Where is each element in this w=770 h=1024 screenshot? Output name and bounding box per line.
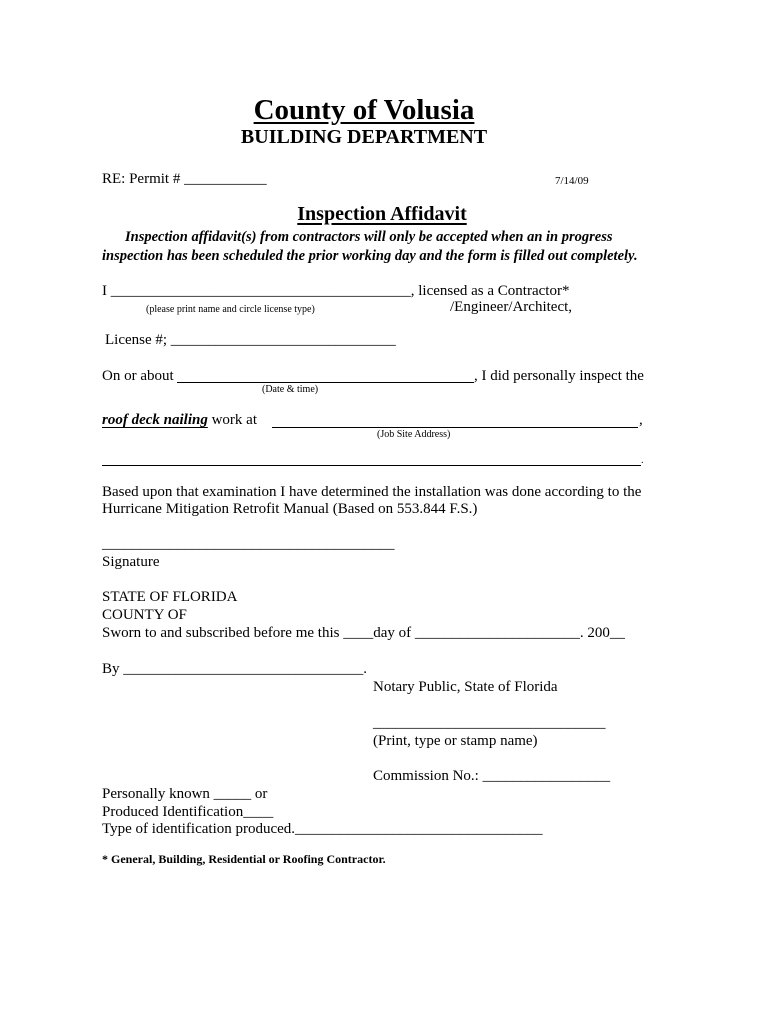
- date-time-hint: (Date & time): [262, 384, 319, 395]
- county-title: County of Volusia: [253, 94, 475, 126]
- commission-line: Commission No.: _________________: [373, 768, 611, 784]
- license-line: License #; ______________________________: [105, 332, 396, 348]
- on-or-about-label: On or about: [102, 368, 174, 384]
- county-label: COUNTY OF: [102, 607, 187, 623]
- permit-line: RE: Permit # ___________: [102, 171, 267, 187]
- footnote: * General, Building, Residential or Roofing Contractor.: [102, 852, 386, 866]
- notice-line-2: inspection has been scheduled the prior working day and the form is filled out completely.: [102, 248, 638, 264]
- examination-line-2: Hurricane Mitigation Retrofit Manual (Based on 553.844 F.S.): [102, 501, 478, 517]
- work-comma: ,: [639, 412, 643, 428]
- id-type-line: Type of identification produced._________________________________: [102, 821, 543, 837]
- department-title: BUILDING DEPARTMENT: [240, 126, 488, 148]
- signature-label: Signature: [102, 554, 160, 570]
- signature-blank: _______________________________________: [102, 536, 395, 552]
- personally-known-line: Personally known _____ or: [102, 786, 268, 802]
- license-types: /Engineer/Architect,: [450, 299, 573, 315]
- form-title: Inspection Affidavit: [297, 203, 467, 225]
- state-label: STATE OF FLORIDA: [102, 589, 238, 605]
- job-site-hint: (Job Site Address): [377, 429, 451, 440]
- address-continuation-blank: [102, 465, 641, 466]
- job-site-blank: [272, 427, 638, 428]
- address-end-period: .: [641, 455, 644, 466]
- produced-id-line: Produced Identification____: [102, 804, 274, 820]
- examination-line-1: Based upon that examination I have determined the installation was done according to the: [102, 484, 642, 500]
- work-at-label: work at: [211, 412, 257, 428]
- notary-public-label: Notary Public, State of Florida: [373, 679, 558, 695]
- notice-line-1: Inspection affidavit(s) from contractors will only be accepted when an in progress: [125, 229, 613, 245]
- by-line: By ________________________________.: [102, 661, 368, 677]
- name-hint: (please print name and circle license type): [146, 304, 315, 315]
- sworn-line: Sworn to and subscribed before me this ____day of ______________________. 200__: [102, 625, 625, 641]
- print-name-label: (Print, type or stamp name): [373, 733, 538, 749]
- work-type: roof deck nailing: [102, 412, 208, 428]
- date-time-blank: [177, 382, 474, 383]
- work-line: [102, 412, 257, 429]
- form-date: 7/14/09: [555, 175, 589, 187]
- print-name-blank: _______________________________: [373, 715, 606, 731]
- inspect-statement: , I did personally inspect the: [474, 368, 644, 384]
- name-line: I ________________________________________, licensed as a Contractor*: [102, 283, 570, 299]
